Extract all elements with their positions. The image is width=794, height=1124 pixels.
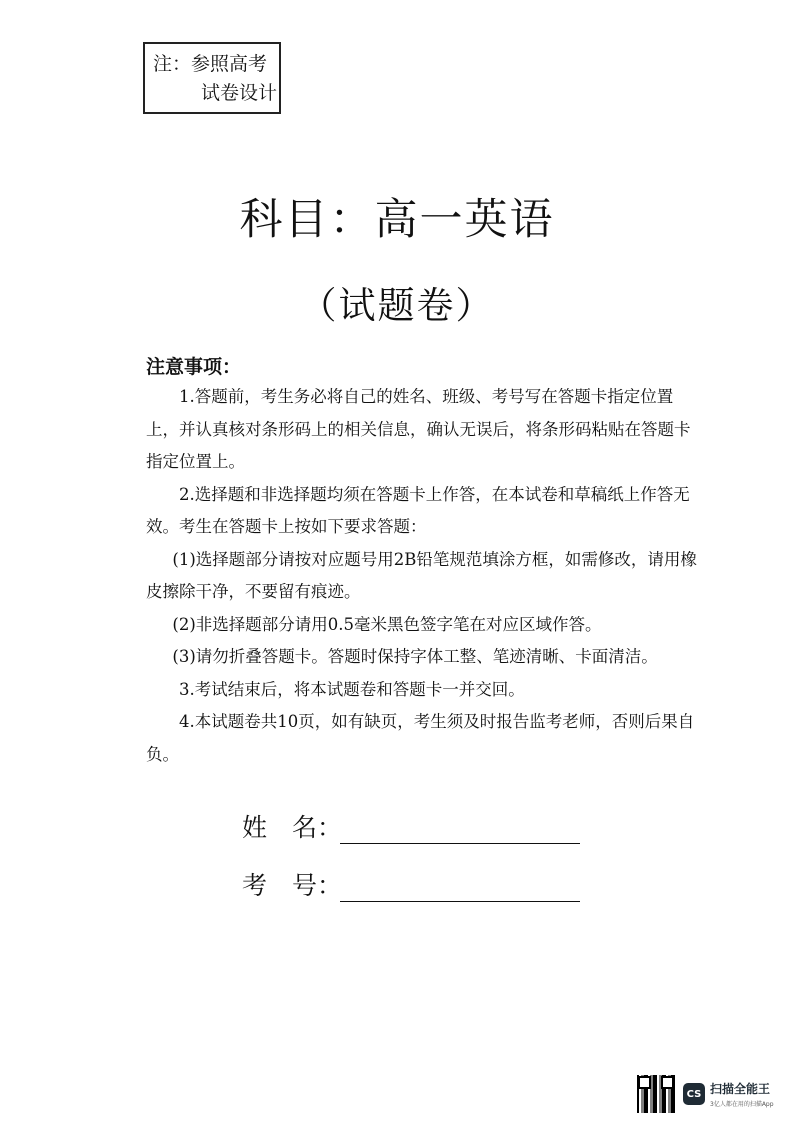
note-line-2: 试卷设计 (201, 82, 278, 104)
notice-item: 1.答题前，考生务必将自己的姓名、班级、考号写在答题卡指定位置上，并认真核对条形码上的相关信息，确认无误后，将条形码粘贴在答题卡指定位置上。 (146, 387, 691, 471)
subject-title: 科目：高一英语 (239, 195, 555, 245)
note-box (143, 42, 281, 114)
notice-item: 4.本试题卷共10页，如有缺页，考生须及时报告监考老师，否则后果自负。 (146, 712, 695, 764)
watermark-title: 扫描全能王 (710, 1082, 771, 1096)
scanner-watermark (637, 1074, 787, 1114)
qr-code-icon (637, 1075, 675, 1113)
notice-body (146, 381, 698, 771)
name-label: 姓 名： (242, 813, 343, 842)
notice-heading: 注意事项： (146, 356, 242, 378)
watermark-text (710, 1080, 774, 1108)
name-blank-line[interactable] (340, 819, 580, 844)
notice-item: 2.选择题和非选择题均须在答题卡上作答，在本试卷和草稿纸上作答无效。考生在答题卡上按如下要求答题： (146, 484, 690, 536)
paper-type: （试题卷） (299, 284, 495, 327)
name-field (242, 808, 580, 844)
notice-subitem: (3)请勿折叠答题卡。答题时保持字体工整、笔迹清晰、卡面清洁。 (172, 647, 658, 666)
exam-number-label: 考 号： (242, 871, 343, 900)
exam-number-blank-line[interactable] (340, 877, 580, 902)
notice-item: 3.考试结束后，将本试题卷和答题卡一并交回。 (179, 679, 525, 699)
notice-subitem: (2)非选择题部分请用0.5毫米黑色签字笔在对应区域作答。 (172, 614, 602, 634)
notice-subitem: (1)选择题部分请按对应题号用2B铅笔规范填涂方框，如需修改，请用橡皮擦除干净，不要留有痕迹。 (146, 549, 697, 601)
note-line-1: 注：参照高考 (153, 53, 268, 75)
watermark-subtitle: 3亿人都在用的扫描App (710, 1101, 774, 1108)
camscanner-logo-icon: CS (683, 1083, 705, 1105)
exam-number-field (242, 866, 580, 902)
